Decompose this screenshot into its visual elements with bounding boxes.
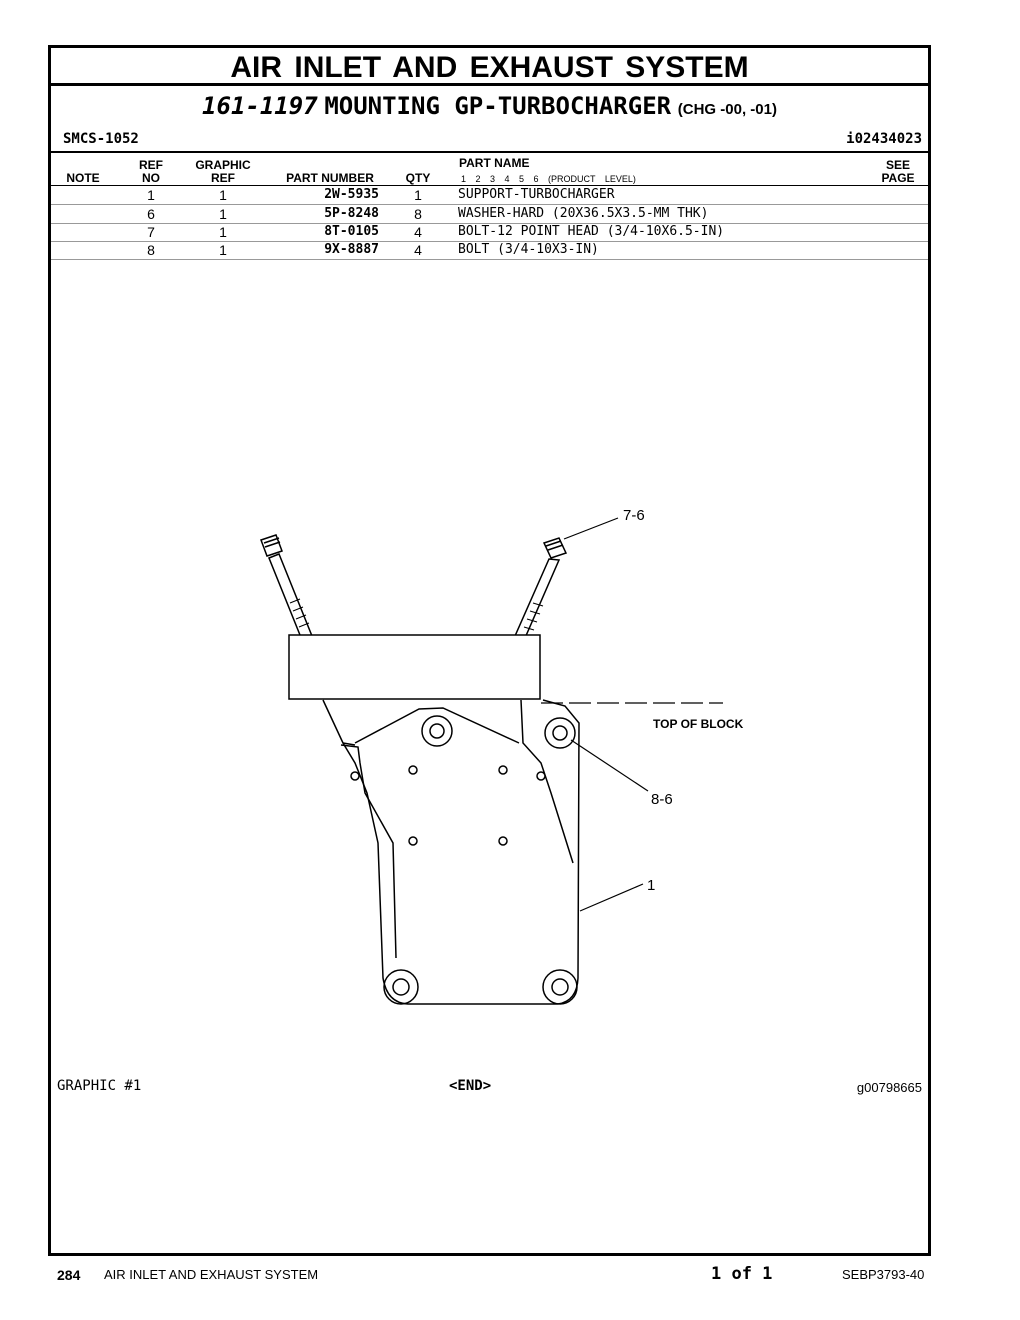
col-note: NOTE — [66, 171, 100, 185]
group-part-number: 161-1197 — [202, 92, 318, 120]
bolt-hole-bottom-right — [543, 970, 577, 1004]
part-number: 9X-8887 — [324, 242, 379, 257]
doc-number: SEBP3793-40 — [842, 1267, 925, 1282]
qty: 4 — [414, 242, 422, 258]
col-graphic-ref-line2: REF — [211, 171, 235, 185]
bolt-hole-right — [545, 718, 575, 748]
col-part-name: PART NAME — [459, 156, 530, 170]
qty: 4 — [414, 224, 422, 240]
graphic-ref: 1 — [219, 187, 227, 203]
support-bracket — [323, 700, 579, 1004]
callout-8-6: 8-6 — [651, 791, 673, 808]
leader-7-6 — [564, 518, 618, 539]
part-name: BOLT-12 POINT HEAD (3/4-10X6.5-IN) — [458, 224, 725, 239]
part-name: BOLT (3/4-10X3-IN) — [458, 242, 599, 257]
col-see-page-line1: SEE — [885, 158, 910, 172]
ref-no: 1 — [147, 187, 155, 203]
part-number: 5P-8248 — [324, 206, 379, 221]
graphic-id: g00798665 — [856, 1080, 922, 1095]
leader-8-6 — [571, 740, 648, 791]
callout-1: 1 — [647, 877, 656, 894]
group-name: MOUNTING GP-TURBOCHARGER — [324, 92, 672, 120]
smcs-code: SMCS-1052 — [63, 131, 139, 147]
callout-7-6: 7-6 — [623, 507, 645, 524]
bolt-hole-top — [422, 716, 452, 746]
right-bolt — [515, 538, 566, 638]
col-ref-no-line2: NO — [142, 171, 160, 185]
graphic-ref: 1 — [219, 224, 227, 240]
col-qty: QTY — [405, 171, 431, 185]
page-number: 284 — [57, 1267, 81, 1283]
page-frame — [48, 45, 931, 1256]
section-title: AIR INLET AND EXHAUST SYSTEM — [51, 48, 928, 86]
bolt-hole-bottom-left — [384, 970, 418, 1004]
product-levels: 1 2 3 4 5 6 (PRODUCT LEVEL) — [461, 174, 636, 184]
qty: 8 — [414, 206, 422, 222]
document-ident: i02434023 — [846, 131, 922, 147]
graphic-ref: 1 — [219, 242, 227, 258]
col-graphic-ref-line1: GRAPHIC — [195, 158, 251, 172]
footer-section: AIR INLET AND EXHAUST SYSTEM — [104, 1267, 319, 1282]
parts-drawing — [51, 48, 928, 1253]
ref-no: 6 — [147, 206, 155, 222]
callout-top-of-block: TOP OF BLOCK — [653, 717, 744, 731]
ref-no: 8 — [147, 242, 155, 258]
page-of: 1 of 1 — [711, 1264, 773, 1284]
qty: 1 — [414, 187, 422, 203]
part-name: WASHER-HARD (20X36.5X3.5-MM THK) — [458, 206, 709, 221]
col-part-number: PART NUMBER — [286, 171, 374, 185]
part-number: 2W-5935 — [324, 187, 379, 202]
part-name: SUPPORT-TURBOCHARGER — [458, 187, 615, 202]
col-see-page-line2: PAGE — [881, 171, 915, 185]
left-bolt — [261, 535, 312, 640]
col-ref-no-line1: REF — [139, 158, 163, 172]
end-marker: <END> — [449, 1078, 492, 1094]
change-levels: (CHG -00, -01) — [677, 101, 777, 118]
leader-1 — [580, 884, 643, 911]
ref-no: 7 — [147, 224, 155, 240]
turbocharger-block — [289, 635, 540, 699]
graphic-ref: 1 — [219, 206, 227, 222]
graphic-label: GRAPHIC #1 — [57, 1078, 142, 1094]
part-number: 8T-0105 — [324, 224, 379, 239]
